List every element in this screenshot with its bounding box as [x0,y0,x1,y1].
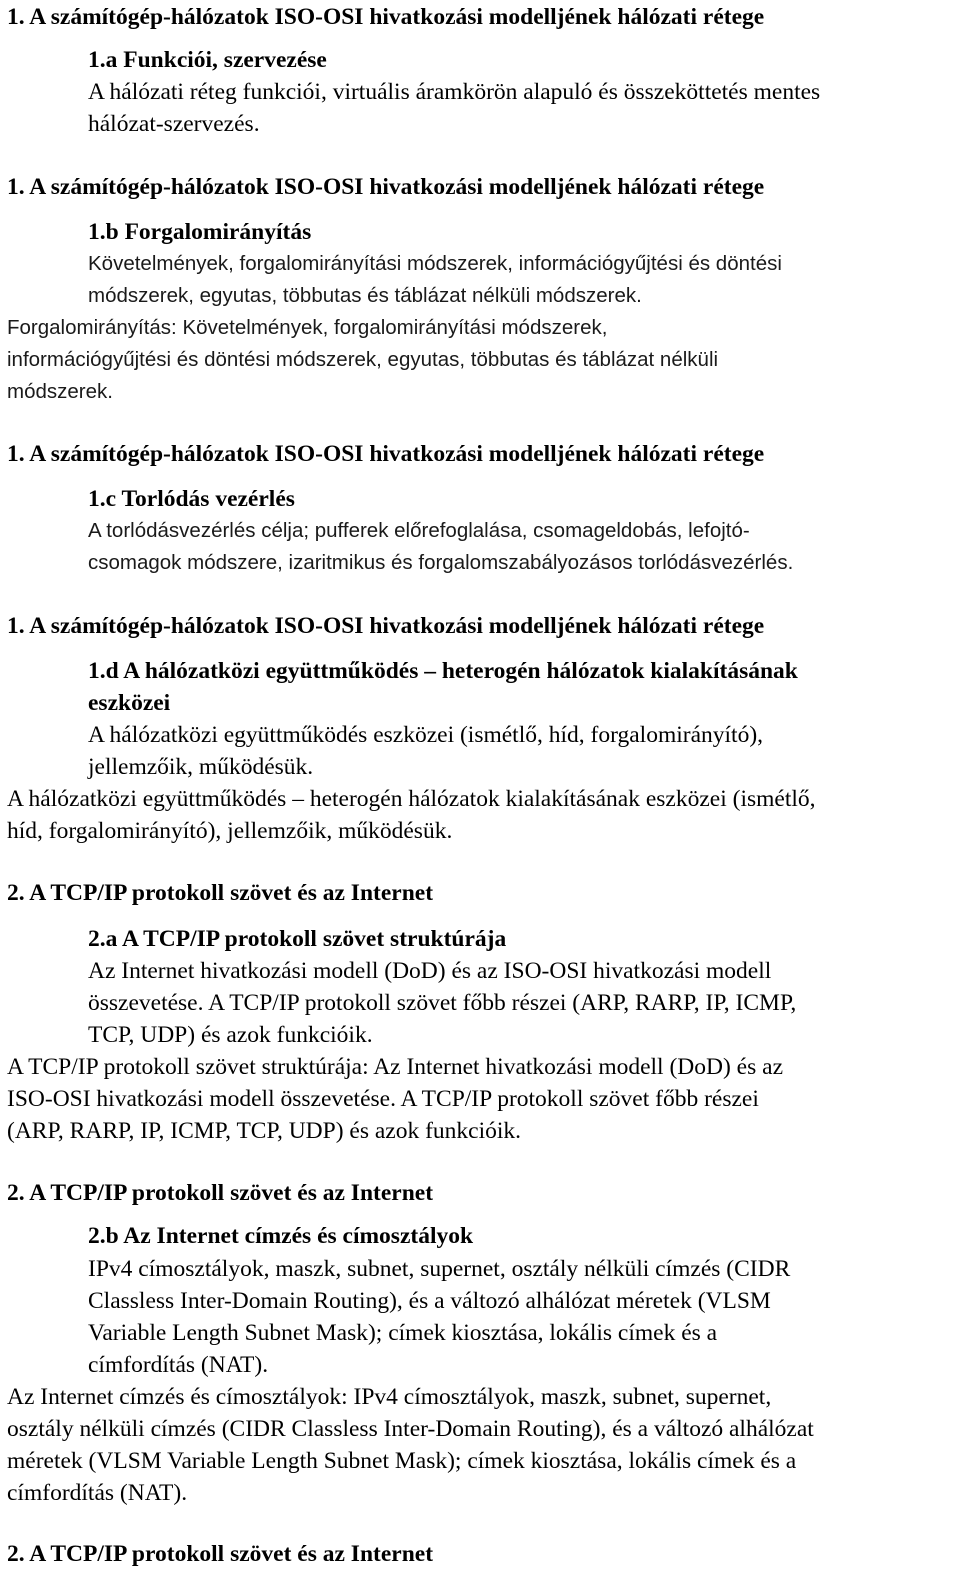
section-heading: 1. A számítógép-hálózatok ISO-OSI hivatkozási modelljének hálózati rétege [7,174,765,200]
summary-line: címfordítás (NAT). [7,1480,188,1506]
summary-line: A TCP/IP protokoll szövet struktúrája: Az Internet hivatkozási modell (DoD) és az [7,1054,783,1080]
subsection-title: eszközei [88,690,171,716]
subsection-description-line: Variable Length Subnet Mask); címek kiosztása, lokális címek és a [88,1320,718,1346]
subsection-description-line: csomagok módszere, izaritmikus és forgalomszabályozásos torlódásvezérlés. [88,551,794,574]
subsection-description-line: jellemzőik, működésük. [88,754,314,780]
subsection-description-line: összevetése. A TCP/IP protokoll szövet főbb részei (ARP, RARP, IP, ICMP, [88,990,797,1016]
subsection-description-line: A hálózati réteg funkciói, virtuális áramkörön alapuló és összeköttetés mentes [88,79,821,105]
subsection-description-line: Az Internet hivatkozási modell (DoD) és az ISO-OSI hivatkozási modell [88,958,772,984]
section-heading: 2. A TCP/IP protokoll szövet és az Internet [7,880,434,906]
subsection-title: 1.c Torlódás vezérlés [88,486,295,512]
subsection-description-line: TCP, UDP) és azok funkcióik. [88,1022,373,1048]
section-heading: 2. A TCP/IP protokoll szövet és az Internet [7,1180,434,1206]
subsection-title: 2.b Az Internet címzés és címosztályok [88,1223,474,1249]
subsection-title: 2.a A TCP/IP protokoll szövet struktúrája [88,926,507,952]
section-heading: 1. A számítógép-hálózatok ISO-OSI hivatkozási modelljének hálózati rétege [7,613,765,639]
summary-line: híd, forgalomirányító), jellemzőik, működésük. [7,818,453,844]
summary-line: Forgalomirányítás: Követelmények, forgalomirányítási módszerek, [7,316,608,339]
summary-line: Az Internet címzés és címosztályok: IPv4 címosztályok, maszk, subnet, supernet, [7,1384,772,1410]
summary-line: méretek (VLSM Variable Length Subnet Mask); címek kiosztása, lokális címek és a [7,1448,797,1474]
section-heading: 2. A TCP/IP protokoll szövet és az Internet [7,1541,434,1567]
subsection-description-line: IPv4 címosztályok, maszk, subnet, supernet, osztály nélküli címzés (CIDR [88,1256,791,1282]
summary-line: A hálózatközi együttműködés – heterogén hálózatok kialakításának eszközei (ismétlő, [7,786,816,812]
summary-line: ISO-OSI hivatkozási modell összevetése. A TCP/IP protokoll szövet főbb részei [7,1086,759,1112]
subsection-description-line: címfordítás (NAT). [88,1352,269,1378]
subsection-description-line: hálózat-szervezés. [88,111,260,137]
summary-line: információgyűjtési és döntési módszerek, egyutas, többutas és táblázat nélküli [7,348,719,371]
subsection-description-line: A torlódásvezérlés célja; pufferek előrefoglalása, csomageldobás, lefojtó- [88,519,750,542]
subsection-title: 1.d A hálózatközi együttműködés – heterogén hálózatok kialakításának [88,658,798,684]
section-heading: 1. A számítógép-hálózatok ISO-OSI hivatkozási modelljének hálózati rétege [7,441,765,467]
subsection-description-line: Követelmények, forgalomirányítási módszerek, információgyűjtési és döntési [88,252,782,275]
summary-line: (ARP, RARP, IP, ICMP, TCP, UDP) és azok funkcióik. [7,1118,522,1144]
subsection-description-line: A hálózatközi együttműködés eszközei (ismétlő, híd, forgalomirányító), [88,722,764,748]
subsection-title: 1.b Forgalomirányítás [88,219,312,245]
subsection-title: 1.a Funkciói, szervezése [88,47,327,73]
subsection-description-line: Classless Inter-Domain Routing), és a változó alhálózat méretek (VLSM [88,1288,771,1314]
subsection-description-line: módszerek, egyutas, többutas és táblázat nélküli módszerek. [88,284,642,307]
summary-line: módszerek. [7,380,113,403]
section-heading: 1. A számítógép-hálózatok ISO-OSI hivatkozási modelljének hálózati rétege [7,4,765,30]
summary-line: osztály nélküli címzés (CIDR Classless Inter-Domain Routing), és a változó alhálózat [7,1416,814,1442]
